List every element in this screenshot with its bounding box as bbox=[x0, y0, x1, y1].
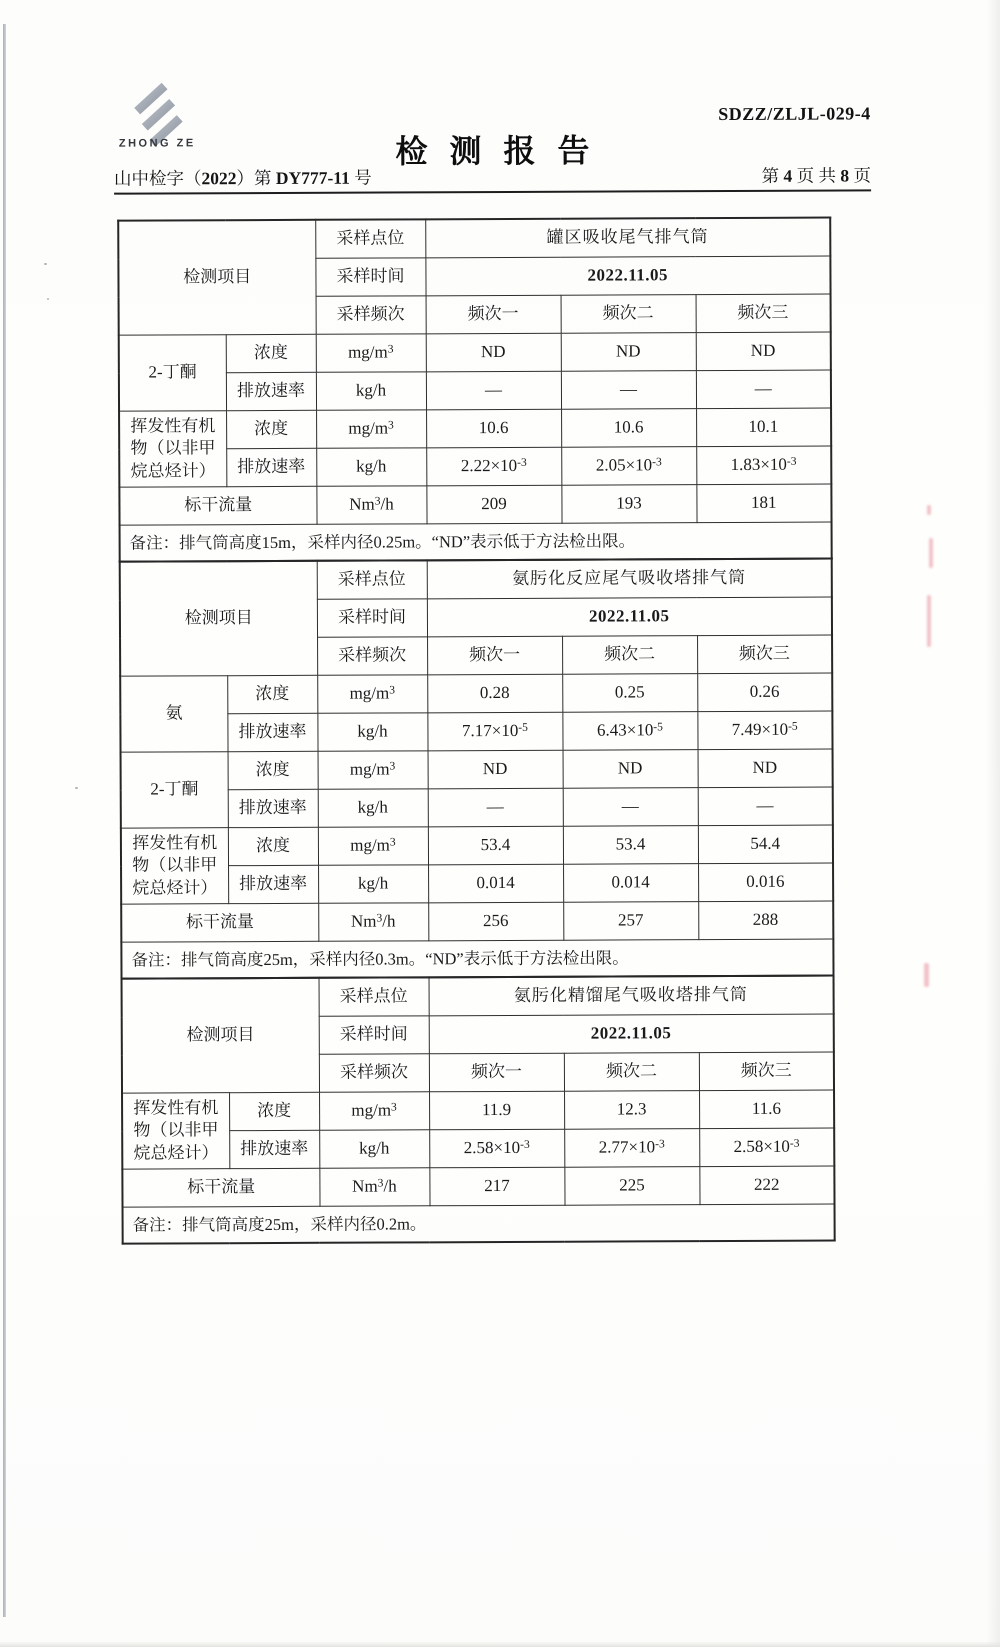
value-cell: 225 bbox=[564, 1167, 699, 1206]
value-cell: 54.4 bbox=[698, 825, 833, 864]
sampling-time-label: 采样时间 bbox=[317, 599, 427, 637]
sampling-time-value: 2022.11.05 bbox=[427, 597, 832, 637]
value-cell: — bbox=[561, 371, 696, 410]
freq-1-header: 频次一 bbox=[427, 636, 562, 675]
value-cell: $2.05\times 10^{-3}$ bbox=[561, 447, 696, 486]
value-cell: 0.014 bbox=[428, 864, 563, 903]
sampling-point-label: 采样点位 bbox=[315, 219, 425, 258]
unit-cell: Nm$^3$/h bbox=[316, 486, 426, 524]
value-cell: 0.014 bbox=[563, 864, 698, 903]
logo-wordmark: ZHONG ZE bbox=[118, 137, 196, 150]
unit-cell: $mg/m^3$ bbox=[318, 827, 428, 865]
value-cell: ND bbox=[561, 333, 696, 372]
value-cell: — bbox=[426, 371, 561, 410]
flow-label-cell: 标干流量 bbox=[119, 486, 316, 525]
value-cell: 256 bbox=[428, 902, 563, 941]
value-cell: 10.6 bbox=[426, 409, 561, 448]
value-cell: $2.58\times 10^{-3}$ bbox=[699, 1128, 834, 1167]
sampling-time-label: 采样时间 bbox=[315, 258, 425, 296]
value-cell: 10.1 bbox=[696, 408, 831, 447]
value-cell: 217 bbox=[429, 1167, 564, 1206]
value-cell: ND bbox=[428, 750, 563, 789]
unit-cell: $mg/m^3$ bbox=[318, 751, 428, 789]
sampling-freq-label: 采样频次 bbox=[319, 1054, 429, 1092]
value-cell: 222 bbox=[699, 1166, 834, 1205]
freq-1-header: 频次一 bbox=[426, 295, 561, 334]
value-cell: $7.49\times 10^{-5}$ bbox=[697, 711, 832, 750]
sampling-time-label: 采样时间 bbox=[319, 1016, 429, 1054]
param-name-cell: 挥发性有机物（以非甲烷总烃计） bbox=[121, 828, 228, 904]
metric-label-cell: 排放速率 bbox=[227, 713, 317, 751]
sampling-point-label: 采样点位 bbox=[319, 977, 429, 1016]
unit-cell: kg/h bbox=[319, 1130, 429, 1168]
scan-bottom-shadow bbox=[0, 1641, 1000, 1647]
unit-cell: kg/h bbox=[316, 448, 426, 486]
unit-cell: kg/h bbox=[317, 713, 427, 751]
unit-cell: kg/h bbox=[316, 372, 426, 410]
note-cell: 备注：排气筒高度15m，采样内径0.25m。“ND”表示低于方法检出限。 bbox=[120, 522, 832, 562]
page-title: 检测报告 bbox=[395, 132, 612, 170]
test-items-header: 检测项目 bbox=[122, 978, 319, 1093]
freq-2-header: 频次二 bbox=[562, 636, 697, 675]
value-cell: $1.83\times 10^{-3}$ bbox=[696, 446, 831, 485]
metric-label-cell: 排放速率 bbox=[228, 789, 318, 827]
param-name-cell: 挥发性有机物（以非甲烷总烃计） bbox=[119, 411, 226, 487]
value-cell: 11.6 bbox=[699, 1090, 834, 1129]
value-cell: 12.3 bbox=[564, 1091, 699, 1130]
metric-label-cell: 浓度 bbox=[227, 675, 317, 713]
tables-area bbox=[117, 217, 835, 1245]
value-cell: ND bbox=[563, 750, 698, 789]
table-oximation-reaction-stack bbox=[119, 558, 835, 980]
freq-2-header: 频次二 bbox=[561, 295, 696, 334]
value-cell: 181 bbox=[696, 484, 831, 523]
param-name-cell: 氨 bbox=[120, 676, 227, 752]
value-cell: 288 bbox=[698, 901, 833, 940]
value-cell: 0.26 bbox=[697, 673, 832, 712]
value-cell: ND bbox=[698, 749, 833, 788]
unit-cell: $mg/m^3$ bbox=[317, 675, 427, 713]
value-cell: 209 bbox=[426, 485, 561, 524]
report-meta-line bbox=[114, 162, 871, 190]
freq-3-header: 频次三 bbox=[699, 1052, 834, 1091]
test-items-header: 检测项目 bbox=[118, 220, 315, 335]
unit-cell: kg/h bbox=[318, 865, 428, 903]
page-indicator: 第 4 页 共 8 页 bbox=[761, 165, 872, 186]
metric-label-cell: 排放速率 bbox=[228, 865, 318, 903]
value-cell: — bbox=[696, 370, 831, 409]
value-cell: — bbox=[698, 787, 833, 826]
value-cell: ND bbox=[696, 332, 831, 371]
value-cell: — bbox=[428, 788, 563, 827]
report-number: 山中检字（2022）第 DY777-11 号 bbox=[113, 167, 372, 189]
flow-label-cell: 标干流量 bbox=[121, 903, 318, 942]
value-cell: 0.25 bbox=[562, 674, 697, 713]
unit-cell: Nm$^3$/h bbox=[318, 903, 428, 941]
value-cell: 0.016 bbox=[698, 863, 833, 902]
unit-cell: kg/h bbox=[318, 789, 428, 827]
freq-3-header: 频次三 bbox=[696, 294, 831, 333]
note-cell: 备注：排气筒高度25m，采样内径0.3m。“ND”表示低于方法检出限。 bbox=[121, 939, 833, 979]
table-oximation-distillation-stack bbox=[121, 975, 836, 1245]
value-cell: 257 bbox=[563, 902, 698, 941]
sampling-time-value: 2022.11.05 bbox=[425, 256, 830, 296]
param-name-cell: 2-丁酮 bbox=[121, 752, 228, 828]
metric-label-cell: 浓度 bbox=[226, 334, 316, 372]
value-cell: 11.9 bbox=[429, 1091, 564, 1130]
sampling-point-label: 采样点位 bbox=[317, 560, 427, 599]
metric-label-cell: 排放速率 bbox=[226, 448, 316, 486]
value-cell: 0.28 bbox=[427, 674, 562, 713]
metric-label-cell: 浓度 bbox=[228, 827, 318, 865]
metric-label-cell: 排放速率 bbox=[229, 1130, 319, 1168]
freq-2-header: 频次二 bbox=[564, 1053, 699, 1092]
sampling-freq-label: 采样频次 bbox=[317, 637, 427, 675]
doc-code: SDZZ/ZLJL-029-4 bbox=[718, 103, 871, 125]
sampling-point-value: 氨肟化反应尾气吸收塔排气筒 bbox=[427, 559, 832, 599]
unit-cell: $mg/m^3$ bbox=[319, 1092, 429, 1130]
flow-label-cell: 标干流量 bbox=[122, 1168, 319, 1207]
value-cell: 10.6 bbox=[561, 409, 696, 448]
sampling-time-value: 2022.11.05 bbox=[429, 1014, 834, 1054]
freq-3-header: 频次三 bbox=[697, 635, 832, 674]
metric-label-cell: 排放速率 bbox=[226, 372, 316, 410]
note-cell: 备注：排气筒高度25m，采样内径0.2m。 bbox=[123, 1204, 835, 1244]
value-cell: $2.22\times 10^{-3}$ bbox=[426, 447, 561, 486]
metric-label-cell: 浓度 bbox=[229, 1092, 319, 1130]
value-cell: $7.17\times 10^{-5}$ bbox=[427, 712, 562, 751]
unit-cell: $mg/m^3$ bbox=[316, 410, 426, 448]
value-cell: $6.43\times 10^{-5}$ bbox=[562, 712, 697, 751]
value-cell: — bbox=[563, 788, 698, 827]
unit-cell: $mg/m^3$ bbox=[316, 334, 426, 372]
test-items-header: 检测项目 bbox=[120, 561, 317, 676]
metric-label-cell: 浓度 bbox=[228, 751, 318, 789]
value-cell: $2.58\times 10^{-3}$ bbox=[429, 1129, 564, 1168]
sampling-point-value: 氨肟化精馏尾气吸收塔排气筒 bbox=[429, 976, 834, 1016]
metric-label-cell: 浓度 bbox=[226, 410, 316, 448]
value-cell: $2.77\times 10^{-3}$ bbox=[564, 1129, 699, 1168]
value-cell: 193 bbox=[561, 485, 696, 524]
freq-1-header: 频次一 bbox=[429, 1053, 564, 1092]
param-name-cell: 2-丁酮 bbox=[119, 335, 226, 411]
value-cell: 53.4 bbox=[563, 826, 698, 865]
param-name-cell: 挥发性有机物（以非甲烷总烃计） bbox=[122, 1093, 229, 1169]
sampling-freq-label: 采样频次 bbox=[316, 296, 426, 334]
value-cell: ND bbox=[426, 333, 561, 372]
unit-cell: Nm$^3$/h bbox=[319, 1168, 429, 1206]
value-cell: 53.4 bbox=[428, 826, 563, 865]
table-tank-area-stack bbox=[117, 217, 833, 563]
sampling-point-value: 罐区吸收尾气排气筒 bbox=[425, 218, 830, 258]
